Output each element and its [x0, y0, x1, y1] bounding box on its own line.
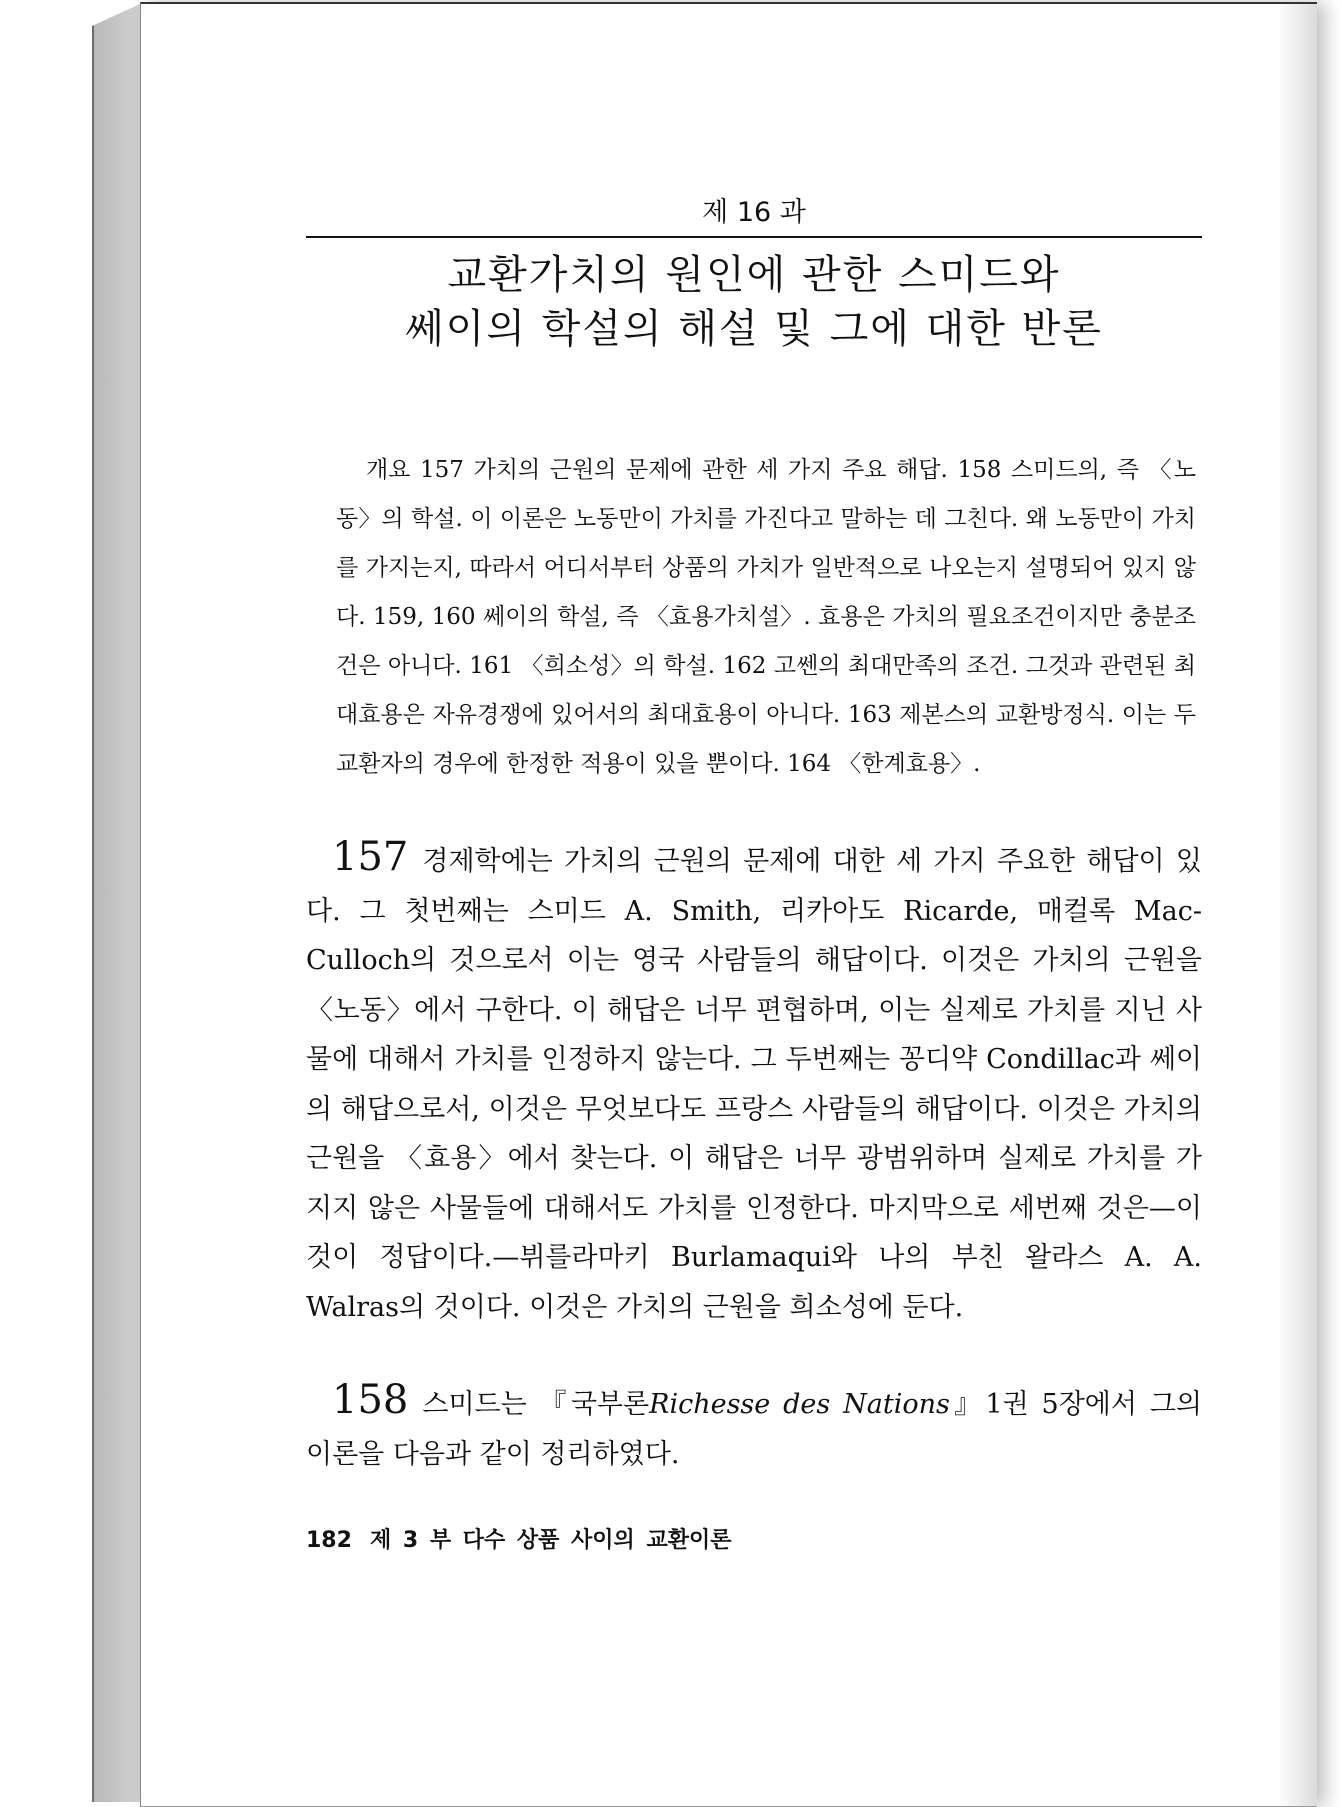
chapter-summary: 개요 157 가치의 근원의 문제에 관한 세 가지 주요 해답. 158 스미드의, 즉 〈노동〉의 학설. 이 이론은 노동만이 가치를 가진다고 말하는 데 그친다. 왜 노동만이 가치를 가지는지, 따라서 어디서부터 상품의 가치가 일반적으로 나오는지 설명되어 있지 않다. 159, 160 쎄이의 학설, 즉 〈효용가치설〉. 효용은 가치의 필요조건이지만 충분조건은 아니다. 161 〈희소성〉의 학설. 162 고쎈의 최대만족의 조건. 그것과 관련된 최대효용은 자유경쟁에 있어서의 최대효용이 아니다. 163 제본스의 교환방정식. 이는 두 교환자의 경우에 한정한 적용이 있을 뿐이다. 164 〈한계효용〉.	[336, 457, 1196, 777]
running-footer: 제 3 부 다수 상품 사이의 교환이론	[369, 1528, 732, 1553]
page-edge-shadow	[1277, 4, 1317, 1806]
paragraph-text-end: 』1권 5장에서 그의 이론을 다음과 같이 정리하였다.	[306, 1389, 1203, 1470]
paragraph-number: 157	[332, 834, 409, 880]
paragraph-157	[306, 833, 1202, 1332]
paragraph-text: 경제학에는 가치의 근원의 문제에 대한 세 가지 주요한 해답이 있다. 그 첫번째는 스미드 A. Smith, 리카아도 Ricarde, 매컬록 Mac-Culloch의 것으로서 이는 영국 사람들의 해답이다. 이것은 가치의 근원을 〈노동〉에서 구한다. 이 해답은 너무 편협하며, 이는 실제로 가치를 지닌 사물에 대해서 가치를 인정하지 않는다. 그 두번째는 꽁디약 Condillac과 쎄이의 해답으로서, 이것은 무엇보다도 프랑스 사람들의 해답이다. 이것은 가치의 근원을 〈효용〉에서 찾는다. 이 해답은 너무 광범위하며 실제로 가치를 가지지 않은 사물들에 대해서도 가치를 인정한다. 마지막으로 세번째 것은—이것이 정답이다.—뷔를라마키 Burlamaqui와 나의 부친 왈라스 A. A. Walras의 것이다. 이것은 가치의 근원을 희소성에 둔다.	[306, 846, 1202, 1323]
page-number: 182	[306, 1528, 352, 1553]
page-footer	[306, 1523, 1202, 1554]
chapter-title-line-1: 교환가치의 원인에 관한 스미드와	[447, 252, 1061, 298]
page-content	[306, 194, 1202, 1554]
book-title-italic: Richesse des Nations	[649, 1389, 950, 1420]
title-rule	[306, 236, 1202, 238]
paragraph-number: 158	[332, 1377, 409, 1423]
paragraph-158	[306, 1376, 1202, 1479]
chapter-title-line-2: 쎄이의 학설의 해설 및 그에 대한 반론	[405, 306, 1103, 352]
lesson-label: 제 16 과	[702, 197, 806, 228]
book-spine	[92, 4, 142, 1802]
book-page	[140, 2, 1317, 1807]
chapter-title	[306, 248, 1202, 356]
paragraph-text-start: 스미드는 『국부론	[422, 1389, 650, 1420]
